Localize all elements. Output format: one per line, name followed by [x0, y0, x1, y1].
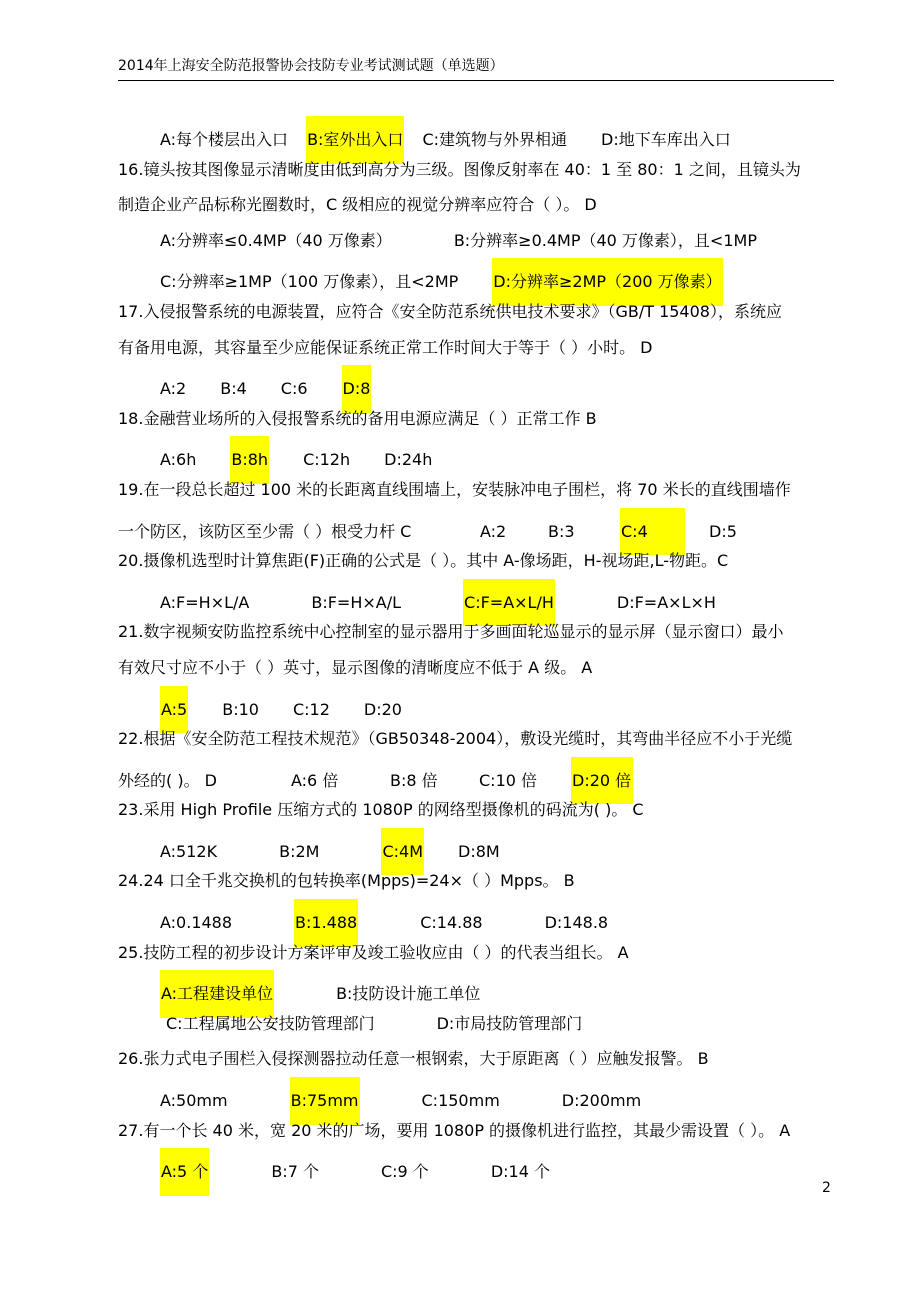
answer-option: A:50mm [160, 1091, 228, 1111]
answer-option: C:9 个 [380, 1162, 429, 1182]
exam-content [0, 116, 920, 1184]
answer-option: A:每个楼层出入口 [160, 130, 289, 149]
question-line: 22.根据《安全防范工程技术规范》（GB50348-2004），敷设光缆时，其弯曲半径应不小于光缆 [118, 729, 793, 749]
answer-option-highlighted: D:8 [342, 365, 372, 413]
answer-option: A:分辨率≤0.4MP（40 万像素） [160, 230, 392, 250]
answer-option-highlighted: D:20 倍 [571, 757, 633, 805]
question-line: 19.在一段总长超过 100 米的长距离直线围墙上，安装脉冲电子围栏，将 70 米长的直线围墙作 [118, 479, 791, 499]
question-line: 26.张力式电子围栏入侵探测器拉动任意一根钢索，大于原距离（ ）应触发报警。 B [118, 1049, 709, 1069]
answer-option: D:8M [458, 841, 500, 861]
answer-option: B:分辨率≥0.4MP（40 万像素），且<1MP [453, 230, 757, 250]
question-line: 21.数字视频安防监控系统中心控制室的显示器用于多画面轮巡显示的显示屏（显示窗口）最小 [118, 622, 784, 642]
answer-option: B:7 个 [271, 1162, 319, 1182]
answer-option: B:2M [279, 841, 320, 861]
options-line [0, 116, 920, 152]
answer-option: A:F=H×L/A [160, 592, 250, 612]
options-line [0, 1148, 920, 1184]
question-line: 17.入侵报警系统的电源装置，应符合《安全防范系统供电技术要求》（GB/T 15408），系统应 [118, 301, 782, 321]
answer-option: D:5 [709, 521, 737, 541]
answer-option: B:技防设计施工单位 [336, 984, 481, 1004]
answer-option: D:14 个 [490, 1162, 550, 1182]
answer-option: D:地下车库出入口 [601, 130, 731, 149]
answer-option: C:6 [280, 379, 308, 399]
answer-option-highlighted: B:8h [230, 436, 269, 484]
question-line: 23.采用 High Profile 压缩方式的 1080P 的网络型摄像机的码流为( )。 C [118, 800, 644, 820]
answer-option: A:512K [160, 841, 218, 861]
answer-option-highlighted: A:5 [160, 686, 188, 734]
options-line [0, 258, 920, 294]
answer-option-highlighted: B:室外出入口 [306, 116, 404, 164]
options-line [0, 686, 920, 722]
question-line: 20.摄像机选型时计算焦距(F)正确的公式是（ ）。其中 A-像场距，H-视场距,L-物距。C [118, 551, 729, 571]
answer-option-highlighted: C:4M [381, 828, 424, 876]
options-line [0, 436, 920, 472]
question-line: 制造企业产品标称光圈数时，C 级相应的视觉分辨率应符合（ ）。 D [118, 195, 597, 215]
answer-option-highlighted: A:5 个 [160, 1148, 209, 1196]
question-line [0, 757, 920, 793]
question-text: 外经的( )。 D [118, 770, 217, 790]
answer-option: A:6h [160, 450, 197, 470]
question-line: 18.金融营业场所的入侵报警系统的备用电源应满足（ ）正常工作 B [118, 408, 597, 428]
answer-option: B:10 [222, 699, 259, 719]
answer-option: B:3 [548, 521, 575, 541]
answer-option-highlighted: C:F=A×L/H [463, 579, 555, 627]
answer-option: D:F=A×L×H [616, 592, 716, 612]
answer-option: B:4 [220, 379, 247, 399]
question-line: 有备用电源，其容量至少应能保证系统正常工作时间大于等于（ ）小时。 D [118, 337, 653, 357]
options-line [0, 365, 920, 401]
question-line: 24.24 口全千兆交换机的包转换率(Mpps)=24×（ ）Mpps。 B [118, 871, 575, 891]
question-line [0, 508, 920, 544]
answer-option: B:F=H×A/L [311, 592, 402, 612]
answer-option: C:150mm [421, 1091, 500, 1111]
page-number: 2 [822, 1180, 831, 1196]
answer-option: D:148.8 [544, 913, 609, 933]
options-line [0, 828, 920, 864]
answer-option: C:10 倍 [479, 770, 538, 790]
answer-option: A:2 [160, 379, 187, 399]
answer-option-highlighted: A:工程建设单位 [160, 970, 274, 1018]
answer-option-highlighted: B:1.488 [294, 899, 358, 947]
answer-option: C:分辨率≥1MP（100 万像素），且<2MP [160, 272, 459, 292]
question-line: 25.技防工程的初步设计方案评审及竣工验收应由（ ）的代表当组长。 A [118, 942, 629, 962]
answer-option: C:工程属地公安技防管理部门 [166, 1013, 375, 1033]
answer-option-highlighted: D:分辨率≥2MP（200 万像素） [492, 258, 722, 306]
options-line [0, 579, 920, 615]
answer-option: A:0.1488 [160, 913, 233, 933]
answer-option: C:14.88 [420, 913, 483, 933]
answer-option-highlighted: C:4 [620, 508, 685, 556]
answer-option: C:建筑物与外界相通 [422, 130, 568, 149]
answer-option: A:2 [480, 521, 507, 541]
question-line: 16.镜头按其图像显示清晰度由低到高分为三级。图像反射率在 40：1 至 80：1 之间，且镜头为 [118, 159, 801, 179]
question-line: 有效尺寸应不小于（ ）英寸，显示图像的清晰度应不低于 A 级。 A [118, 657, 593, 677]
page-header-title: 2014年上海安全防范报警协会技防专业考试测试题（单选题） [118, 58, 504, 74]
answer-option: D:200mm [561, 1091, 642, 1111]
answer-option: A:6 倍 [291, 770, 339, 790]
header-divider [118, 80, 834, 81]
question-line: 27.有一个长 40 米，宽 20 米的广场，要用 1080P 的摄像机进行监控，其最少需设置（ ）。 A [118, 1120, 791, 1140]
answer-option-highlighted: B:75mm [290, 1077, 360, 1125]
options-line [0, 1077, 920, 1113]
options-line [0, 970, 920, 1006]
options-line [0, 1006, 920, 1042]
answer-option: D:20 [363, 699, 402, 719]
answer-option: C:12h [303, 450, 351, 470]
options-line [0, 223, 920, 259]
options-line [0, 899, 920, 935]
question-text: 一个防区，该防区至少需（ ）根受力杆 C [118, 521, 412, 541]
answer-option: C:12 [292, 699, 330, 719]
answer-option: D:24h [384, 450, 433, 470]
answer-option: D:市局技防管理部门 [436, 1013, 583, 1033]
answer-option: B:8 倍 [390, 770, 438, 790]
